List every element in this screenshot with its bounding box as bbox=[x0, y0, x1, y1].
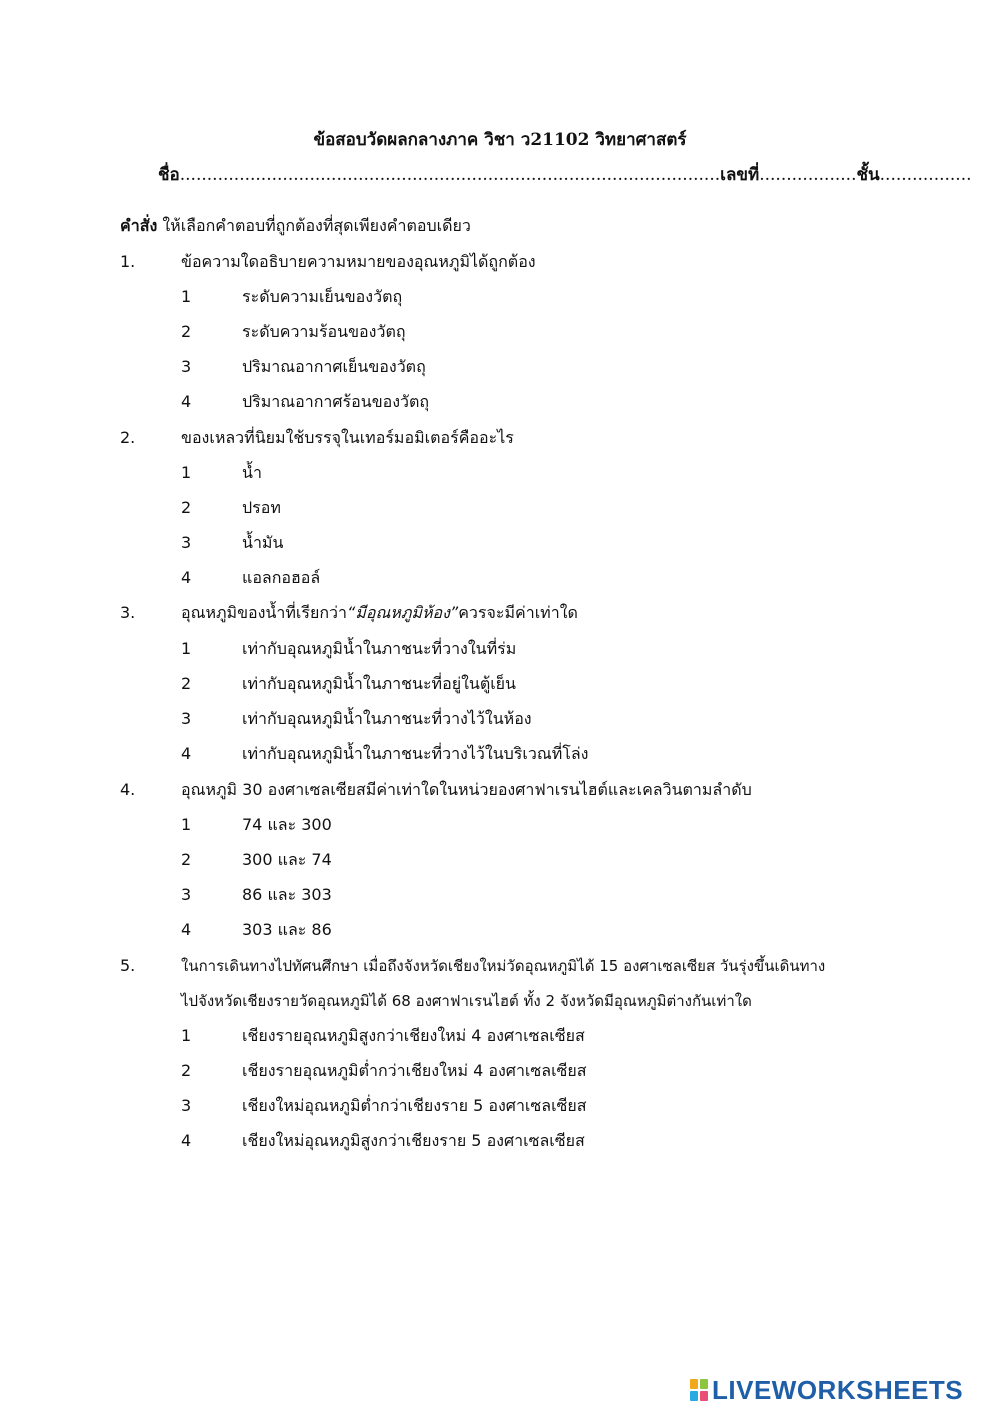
page-title: ข้อสอบวัดผลกลางภาค วิชา ว21102 วิทยาศาสตร์ bbox=[313, 130, 687, 150]
question-text bbox=[181, 601, 578, 625]
option-number: 3 bbox=[181, 357, 192, 376]
option-number: 3 bbox=[181, 709, 192, 728]
option-number: 2 bbox=[181, 850, 192, 869]
option-text: 300 และ 74 bbox=[242, 850, 332, 869]
number-blank[interactable]: .................. bbox=[759, 165, 857, 185]
option-text: ระดับความร้อนของวัตถุ bbox=[242, 322, 406, 341]
question-text: ของเหลวที่นิยมใช้บรรจุในเทอร์มอมิเตอร์คืออะไร bbox=[181, 428, 514, 447]
question-text: ในการเดินทางไปทัศนศึกษา เมื่อถึงจังหวัดเชียงใหม่วัดอุณหภูมิได้ 15 องศาเซลเซียส วันรุ่งขึ้นเดินทาง bbox=[181, 957, 826, 975]
student-info-line bbox=[158, 163, 972, 187]
option-number: 4 bbox=[181, 1131, 192, 1150]
name-blank[interactable]: .................................................................................................... bbox=[179, 165, 721, 185]
name-label: ชื่อ bbox=[158, 165, 180, 185]
option-text: น้ำ bbox=[242, 463, 262, 482]
option-number: 3 bbox=[181, 533, 192, 552]
option-text: น้ำมัน bbox=[242, 533, 284, 552]
logo-mark-square bbox=[690, 1379, 698, 1389]
option-text: 303 และ 86 bbox=[242, 920, 332, 939]
question-text: อุณหภูมิ 30 องศาเซลเซียสมีค่าเท่าใดในหน่วยองศาฟาเรนไฮต์และเคลวินตามลำดับ bbox=[181, 780, 752, 799]
option-text: เท่ากับอุณหภูมิน้ำในภาชนะที่วางในที่ร่ม bbox=[242, 639, 517, 658]
option-text: เชียงรายอุณหภูมิสูงกว่าเชียงใหม่ 4 องศาเซลเซียส bbox=[242, 1026, 585, 1045]
option-text: เชียงใหม่อุณหภูมิต่ำกว่าเชียงราย 5 องศาเซลเซียส bbox=[242, 1096, 587, 1115]
option-number: 4 bbox=[181, 392, 192, 411]
option-text: ระดับความเย็นของวัตถุ bbox=[242, 287, 403, 306]
option-number: 1 bbox=[181, 287, 192, 306]
option-text: เท่ากับอุณหภูมิน้ำในภาชนะที่อยู่ในตู้เย็น bbox=[242, 674, 516, 693]
question-text-part: อุณหภูมิของน้ำที่เรียกว่า bbox=[181, 603, 348, 622]
option-text: 74 และ 300 bbox=[242, 815, 332, 834]
question-text: ไปจังหวัดเชียงรายวัดอุณหภูมิได้ 68 องศาฟาเรนไฮต์ ทั้ง 2 จังหวัดมีอุณหภูมิต่างกันเท่าใด bbox=[181, 992, 752, 1010]
logo-mark-square bbox=[700, 1391, 708, 1401]
option-number: 3 bbox=[181, 885, 192, 904]
option-number: 2 bbox=[181, 1061, 192, 1080]
logo-mark-icon bbox=[690, 1379, 708, 1401]
option-text: ปรอท bbox=[242, 498, 281, 517]
option-text: ปริมาณอากาศร้อนของวัตถุ bbox=[242, 392, 430, 411]
instruction-label: คำสั่ง bbox=[120, 216, 158, 235]
number-label: เลขที่ bbox=[720, 165, 760, 185]
option-text: เท่ากับอุณหภูมิน้ำในภาชนะที่วางไว้ในห้อง bbox=[242, 709, 532, 728]
question-number: 4. bbox=[120, 780, 136, 799]
option-text: ปริมาณอากาศเย็นของวัตถุ bbox=[242, 357, 426, 376]
question-number: 3. bbox=[120, 603, 136, 622]
logo-mark-square bbox=[690, 1391, 698, 1401]
question-text-part: ควรจะมีค่าเท่าใด bbox=[458, 603, 578, 622]
class-label: ชั้น bbox=[856, 165, 880, 185]
option-number: 4 bbox=[181, 744, 192, 763]
instruction-text: ให้เลือกคำตอบที่ถูกต้องที่สุดเพียงคำตอบเดียว bbox=[157, 216, 471, 235]
option-text: แอลกอฮอล์ bbox=[242, 568, 321, 587]
option-number: 2 bbox=[181, 322, 192, 341]
option-number: 2 bbox=[181, 498, 192, 517]
logo-mark-square bbox=[700, 1379, 708, 1389]
option-number: 1 bbox=[181, 463, 192, 482]
option-text: 86 และ 303 bbox=[242, 885, 332, 904]
option-number: 1 bbox=[181, 1026, 192, 1045]
question-number: 1. bbox=[120, 252, 136, 271]
option-text: เชียงใหม่อุณหภูมิสูงกว่าเชียงราย 5 องศาเซลเซียส bbox=[242, 1131, 585, 1150]
question-text: ข้อความใดอธิบายความหมายของอุณหภูมิได้ถูกต้อง bbox=[181, 252, 536, 271]
option-number: 1 bbox=[181, 639, 192, 658]
instruction bbox=[120, 214, 471, 238]
question-number: 5. bbox=[120, 956, 136, 975]
option-number: 3 bbox=[181, 1096, 192, 1115]
option-text: เท่ากับอุณหภูมิน้ำในภาชนะที่วางไว้ในบริเวณที่โล่ง bbox=[242, 744, 589, 763]
question-quoted-term: “มีอุณหภูมิห้อง” bbox=[347, 603, 459, 622]
option-number: 4 bbox=[181, 568, 192, 587]
question-number: 2. bbox=[120, 428, 136, 447]
logo-text: LIVEWORKSHEETS bbox=[712, 1374, 964, 1405]
class-blank[interactable]: ................. bbox=[879, 165, 972, 185]
option-number: 4 bbox=[181, 920, 192, 939]
option-number: 2 bbox=[181, 674, 192, 693]
option-text: เชียงรายอุณหภูมิต่ำกว่าเชียงใหม่ 4 องศาเซลเซียส bbox=[242, 1061, 587, 1080]
option-number: 1 bbox=[181, 815, 192, 834]
liveworksheets-logo[interactable] bbox=[690, 1376, 963, 1404]
